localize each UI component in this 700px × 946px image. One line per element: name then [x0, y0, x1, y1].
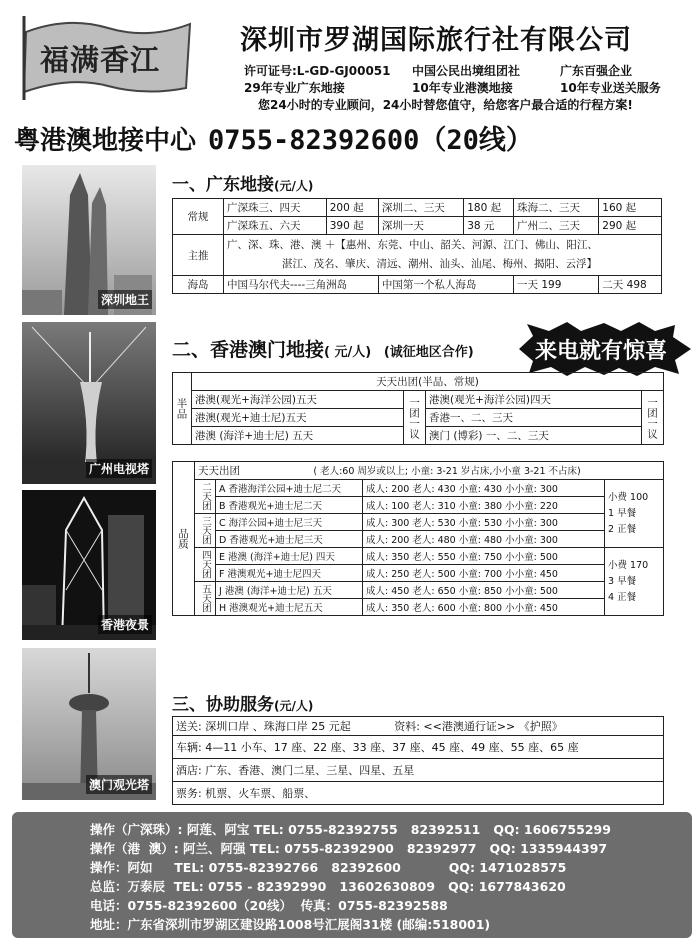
tour-name: H 港澳观光+迪士尼五天 — [216, 599, 363, 616]
tour-name: A 香港海洋公园+迪士尼二天 — [216, 480, 363, 497]
daily-quality: 天天出团 — [198, 465, 240, 477]
table-row — [173, 565, 664, 582]
hotline-label: 粤港澳地接中心 — [14, 126, 197, 156]
table-cell: 广州二、三天 — [514, 217, 599, 235]
table-row — [173, 235, 662, 276]
tip-cell — [605, 548, 664, 616]
photo-guangzhou — [22, 322, 156, 484]
table-row — [173, 199, 662, 217]
header-badge: 广东百强企业 — [560, 64, 633, 78]
section1-title — [172, 170, 313, 195]
tour-name: B 香港观光+迪士尼二天 — [216, 497, 363, 514]
table-row — [173, 391, 664, 409]
cars-service: 车辆: 4—11 小车、17 座、22 座、33 座、37 座、45 座、49 座、55 座、65 座 — [173, 736, 664, 759]
group-label: 二天团 — [195, 480, 216, 514]
table-cell: 深圳二、三天 — [378, 199, 463, 217]
section1-title-text: 一、广东地接 — [172, 175, 274, 195]
tip-line: 1 早餐 — [608, 507, 637, 519]
table-cell: 200 起 — [326, 199, 378, 217]
tip-line: 小费 170 — [608, 559, 649, 571]
table-cell: 38 元 — [464, 217, 514, 235]
photo-shenzhen — [22, 165, 156, 315]
contact-line: 总监：万泰辰 TEL: 0755 - 82392990 13602630809 QQ: 1677843620 — [90, 879, 566, 894]
photo-caption: 香港夜景 — [98, 615, 152, 634]
section3-title — [172, 690, 313, 715]
table-row — [173, 717, 664, 736]
tour-price: 成人: 300 老人: 530 小童: 530 小小童: 300 — [363, 514, 605, 531]
section1-unit: (元/人) — [274, 179, 314, 193]
slogan: 您24小时的专业顾问，24小时替您值守，给您客户最合适的行程方案! — [258, 98, 633, 112]
table-cell: 290 起 — [599, 217, 662, 235]
hotline — [14, 118, 533, 157]
tip-cell — [605, 480, 664, 548]
photo-macau — [22, 648, 156, 800]
section3-title-text: 三、协助服务 — [172, 695, 274, 715]
send-service: 送关: 深圳口岸 、珠海口岸 25 元起 — [176, 720, 351, 733]
tour-name: D 香港观光+迪士尼三天 — [216, 531, 363, 548]
table-cell: 中国马尔代夫----三角洲岛 — [224, 276, 379, 294]
services-table — [172, 716, 664, 805]
table-row — [173, 548, 664, 565]
row-label: 海岛 — [173, 276, 224, 294]
hk-macau-table — [172, 372, 664, 445]
company-name: 深圳市罗湖国际旅行社有限公司 — [240, 25, 632, 56]
services-cell — [173, 717, 664, 736]
tip-line: 小费 100 — [608, 491, 649, 503]
daily-quality-cell — [195, 462, 664, 480]
header-badge: 10年专业送关服务 — [560, 81, 661, 95]
tour-price: 成人: 250 老人: 500 小童: 700 小小童: 450 — [363, 565, 605, 582]
table-row — [173, 373, 664, 391]
footer-contact — [12, 812, 692, 938]
license: 许可证号:L-GD-GJ00051 — [244, 64, 391, 78]
promo-burst — [515, 322, 693, 376]
section2-title-text: 二、香港澳门地接 — [172, 339, 325, 361]
section3-unit: (元/人) — [274, 699, 314, 713]
burst-text: 来电就有惊喜 — [535, 339, 668, 364]
age-note: ( 老人:60 周岁或以上; 小童: 3-21 岁占床,小小童 3-21 不占床) — [313, 466, 581, 477]
tip-line: 3 早餐 — [608, 575, 637, 587]
table-cell: 深圳一天 — [378, 217, 463, 235]
photo-caption: 深圳地王 — [98, 290, 152, 309]
table-row — [173, 599, 664, 616]
contact-line: 电话：0755-82392600（20线） 传真：0755-82392588 — [90, 898, 448, 913]
ticket-service: 票务: 机票、火车票、船票、 — [173, 782, 664, 805]
table-row — [173, 514, 664, 531]
table-cell: 港澳(观光+海洋公园)五天 — [192, 391, 404, 409]
row-label: 主推 — [173, 235, 224, 276]
half-label: 半品 — [173, 373, 192, 445]
table-cell: 港澳(观光+海洋公园)四天 — [426, 391, 642, 409]
docs-service: 资料: <<港澳通行证>> 《护照》 — [394, 720, 563, 733]
table-cell: 390 起 — [326, 217, 378, 235]
table-row — [173, 759, 664, 782]
table-row — [173, 582, 664, 599]
daily-half: 天天出团(半品、常规) — [192, 373, 664, 391]
table-cell: 160 起 — [599, 199, 662, 217]
main-cities-cell — [224, 235, 662, 276]
table-row — [173, 276, 662, 294]
group-label: 四天团 — [195, 548, 216, 582]
tour-name: E 港澳 (海洋+迪士尼) 四天 — [216, 548, 363, 565]
tour-price: 成人: 100 老人: 310 小童: 380 小小童: 220 — [363, 497, 605, 514]
tour-price: 成人: 350 老人: 550 小童: 750 小小童: 500 — [363, 548, 605, 565]
main-line: 湛江、茂名、肇庆、清远、潮州、汕头、汕尾、梅州、揭阳、云浮】 — [282, 258, 597, 270]
tip-line: 2 正餐 — [608, 523, 637, 535]
header-badge: 中国公民出境组团社 — [412, 64, 521, 78]
table-cell: 珠海二、三天 — [514, 199, 599, 217]
tour-name: J 港澳 (海洋+迪士尼) 五天 — [216, 582, 363, 599]
tour-price: 成人: 450 老人: 650 小童: 850 小小童: 500 — [363, 582, 605, 599]
tour-price: 成人: 350 老人: 600 小童: 800 小小童: 450 — [363, 599, 605, 616]
table-cell: 一天 199 — [514, 276, 599, 294]
main-line: 广、深、珠、港、澳 ＋【惠州、东莞、中山、韶关、河源、江门、佛山、阳江、 — [227, 239, 598, 251]
contact-line: 操作（广深珠）: 阿莲、阿宝 TEL: 0755-82392755 82392511 QQ: 1606755299 — [90, 822, 611, 837]
one-group-label: 一团一议 — [404, 391, 426, 445]
tour-price: 成人: 200 老人: 480 小童: 480 小小童: 300 — [363, 531, 605, 548]
table-row — [173, 497, 664, 514]
table-cell: 广深珠五、六天 — [224, 217, 327, 235]
section2-unit: ( 元/人) — [324, 345, 372, 360]
header-badge: 29年专业广东地接 — [244, 81, 345, 95]
table-row — [173, 531, 664, 548]
tour-name: C 海洋公园+迪士尼三天 — [216, 514, 363, 531]
hotel-service: 酒店: 广东、香港、澳门二星、三星、四星、五星 — [173, 759, 664, 782]
table-cell: 澳门 (博彩) 一、二、三天 — [426, 427, 642, 445]
tip-line: 4 正餐 — [608, 591, 637, 603]
tour-name: F 港澳观光+迪士尼四天 — [216, 565, 363, 582]
logo-flag — [18, 10, 193, 100]
section2-note: (诚征地区合作) — [383, 345, 474, 360]
address-line: 地址：广东省深圳市罗湖区建设路1008号汇展阁31楼 (邮编:518001) — [90, 917, 491, 932]
photo-caption: 澳门观光塔 — [86, 775, 152, 794]
photo-hongkong — [22, 490, 156, 640]
table-cell: 中国第一个私人海岛 — [378, 276, 513, 294]
quality-label: 品质 — [173, 462, 195, 616]
guangdong-table — [172, 198, 662, 294]
table-cell: 港澳 (海洋+迪士尼) 五天 — [192, 427, 404, 445]
table-cell: 广深珠三、四天 — [224, 199, 327, 217]
quality-table — [172, 461, 664, 616]
flag-text: 福满香江 — [40, 43, 161, 77]
table-cell: 二天 498 — [599, 276, 662, 294]
header-badge: 10年专业港澳地接 — [412, 81, 513, 95]
hotline-number: 0755-82392600（20线） — [208, 125, 533, 156]
table-cell: 港澳(观光+迪士尼)五天 — [192, 409, 404, 427]
photo-caption: 广州电视塔 — [86, 459, 152, 478]
contact-line: 操作（港 澳）: 阿兰、阿强 TEL: 0755-82392900 82392977 QQ: 1335944397 — [90, 841, 608, 856]
table-row — [173, 782, 664, 805]
table-row — [173, 736, 664, 759]
group-label: 五天团 — [195, 582, 216, 616]
group-label: 三天团 — [195, 514, 216, 548]
table-cell: 180 起 — [464, 199, 514, 217]
section2-title — [172, 335, 474, 362]
table-row — [173, 462, 664, 480]
table-cell: 香港一、二、三天 — [426, 409, 642, 427]
row-label: 常规 — [173, 199, 224, 235]
table-row — [173, 480, 664, 497]
table-row — [173, 217, 662, 235]
tour-price: 成人: 200 老人: 430 小童: 430 小小童: 300 — [363, 480, 605, 497]
contact-line: 操作：阿如 TEL: 0755-82392766 82392600 QQ: 1471028575 — [90, 860, 567, 875]
one-group-label: 一团一议 — [642, 391, 664, 445]
